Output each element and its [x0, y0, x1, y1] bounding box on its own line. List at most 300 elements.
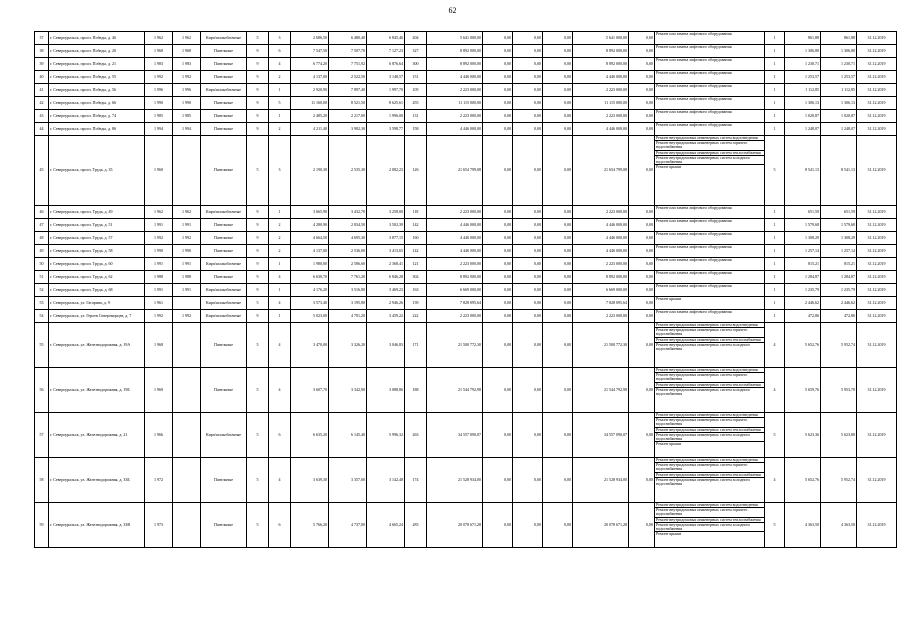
residential-area-cell: 4 665,24 — [367, 503, 405, 548]
work-type-item: Ремонт внутридомовых инженерных систем теплоснабжения — [655, 428, 764, 433]
deadline-cell: 31.12.2019 — [857, 310, 897, 323]
federal-funds-cell: 0,00 — [483, 110, 513, 123]
local-funds-cell: 0,00 — [543, 219, 573, 232]
work-type-item: Ремонт или замена лифтового оборудования — [656, 283, 732, 288]
address-cell: г. Североуральск, просп. Победы, д. 74 — [49, 110, 145, 123]
address-cell: г. Североуральск, просп. Труда, д. 49 — [49, 206, 145, 219]
total-cost-cell: 2 223 000,00 — [427, 258, 483, 271]
federal-funds-cell: 0,00 — [483, 123, 513, 136]
owner-funds-cell: 11 115 000,00 — [573, 97, 629, 110]
local-funds-cell: 0,00 — [543, 45, 573, 58]
residents-cell: 158 — [405, 123, 427, 136]
other-funds-cell: 0,00 — [629, 84, 655, 97]
floors-cell: 9 — [247, 258, 269, 271]
residential-area-cell: 3 502,39 — [367, 219, 405, 232]
residents-cell: 151 — [405, 71, 427, 84]
wall-material-cell: Панельные — [201, 219, 247, 232]
entrances-cell: 6 — [269, 503, 291, 548]
floors-cell: 5 — [247, 32, 269, 45]
total-area-cell: 1 980,00 — [291, 258, 329, 271]
address-cell: г. Североуральск, просп. Победы, д. 21 — [49, 58, 145, 71]
address-cell: г. Североуральск, просп. Победы, д. 4б — [49, 32, 145, 45]
total-area-cell: 11 160,00 — [291, 97, 329, 110]
federal-funds-cell: 0,00 — [483, 32, 513, 45]
work-type-item: Ремонт внутридомовых инженерных систем водоотведения — [655, 413, 764, 418]
regional-funds-cell: 0,00 — [513, 45, 543, 58]
federal-funds-cell: 0,00 — [483, 458, 513, 503]
address-cell: г. Североуральск, ул. Железнодорожная, д. 33В — [49, 503, 145, 548]
year-commissioned-cell: 1 962 — [173, 32, 201, 45]
works-cell — [655, 45, 765, 58]
owner-funds-cell: 4 446 000,00 — [573, 71, 629, 84]
work-type-item: Ремонт внутридомовых инженерных систем теплоснабжения — [655, 338, 764, 343]
works-count-cell: 1 — [765, 297, 785, 310]
table-row — [35, 271, 897, 284]
other-funds-cell: 0,00 — [629, 206, 655, 219]
deadline-cell: 31.12.2019 — [857, 413, 897, 458]
wall-material-cell: Панельные — [201, 245, 247, 258]
works-cell — [655, 97, 765, 110]
entrances-cell: 6 — [269, 45, 291, 58]
residents-cell: 121 — [405, 258, 427, 271]
works-cell — [655, 110, 765, 123]
local-funds-cell: 0,00 — [543, 413, 573, 458]
floors-cell: 9 — [247, 271, 269, 284]
year-commissioned-cell — [173, 368, 201, 413]
total-area-cell: 3 607,70 — [291, 368, 329, 413]
total-area-cell: 6 774,20 — [291, 58, 329, 71]
work-type-item: Ремонт внутридомовых инженерных систем теплоснабжения — [655, 518, 764, 523]
table-row — [35, 84, 897, 97]
total-area-cell: 6 635,20 — [291, 413, 329, 458]
entrances-cell: 2 — [269, 123, 291, 136]
total-area-cell: 5 023,00 — [291, 310, 329, 323]
federal-funds-cell: 0,00 — [483, 219, 513, 232]
row-number: 55 — [35, 323, 49, 368]
work-type-item: Ремонт крыши — [656, 296, 682, 301]
year-built-cell: 1 966 — [145, 413, 173, 458]
works-count-cell: 5 — [765, 413, 785, 458]
table-row — [35, 503, 897, 548]
living-area-cell: 3 326,20 — [329, 323, 367, 368]
max-unit-cost-cell: 5 952,74 — [821, 458, 857, 503]
max-unit-cost-cell: 651,59 — [821, 206, 857, 219]
total-area-cell: 2 920,90 — [291, 84, 329, 97]
federal-funds-cell: 0,00 — [483, 232, 513, 245]
wall-material-cell: Кирп/шлакоблочные — [201, 258, 247, 271]
residential-area-cell: 6 876,64 — [367, 58, 405, 71]
row-number: 41 — [35, 84, 49, 97]
residents-cell: 283 — [405, 503, 427, 548]
total-cost-cell: 7 828 095,64 — [427, 297, 483, 310]
regional-funds-cell: 0,00 — [513, 71, 543, 84]
work-type-item: Ремонт или замена лифтового оборудования — [656, 44, 732, 49]
entrances-cell: 3 — [269, 32, 291, 45]
entrances-cell: 6 — [269, 413, 291, 458]
total-area-cell: 6 630,70 — [291, 271, 329, 284]
owner-funds-cell: 8 892 000,00 — [573, 45, 629, 58]
entrances-cell: 4 — [269, 368, 291, 413]
year-built-cell: 1 996 — [145, 84, 173, 97]
year-commissioned-cell: 1 991 — [173, 219, 201, 232]
table-row — [35, 413, 897, 458]
local-funds-cell: 0,00 — [543, 310, 573, 323]
max-unit-cost-cell: 5 952,74 — [821, 323, 857, 368]
federal-funds-cell: 0,00 — [483, 245, 513, 258]
works-cell — [655, 297, 765, 310]
deadline-cell: 31.12.2019 — [857, 45, 897, 58]
regional-funds-cell: 0,00 — [513, 297, 543, 310]
residents-cell: 188 — [405, 368, 427, 413]
regional-funds-cell: 0,00 — [513, 84, 543, 97]
works-cell — [655, 232, 765, 245]
row-number: 57 — [35, 413, 49, 458]
entrances-cell: 1 — [269, 284, 291, 297]
max-unit-cost-cell: 1 308,29 — [821, 232, 857, 245]
max-unit-cost-cell: 5 953,70 — [821, 368, 857, 413]
local-funds-cell: 0,00 — [543, 271, 573, 284]
address-cell: г. Североуральск, просп. Труда, д. 51 — [49, 219, 145, 232]
address-cell: г. Североуральск, просп. Победы, д. 56 — [49, 84, 145, 97]
work-type-item: Ремонт внутридомовых инженерных систем горячего водоснабжения — [655, 328, 764, 337]
row-number: 47 — [35, 219, 49, 232]
total-cost-cell: 11 115 000,00 — [427, 97, 483, 110]
total-cost-cell: 20 078 671,28 — [427, 503, 483, 548]
year-built-cell: 1 991 — [145, 284, 173, 297]
residents-cell: 126 — [405, 136, 427, 206]
floors-cell: 9 — [247, 310, 269, 323]
owner-funds-cell: 2 223 000,00 — [573, 110, 629, 123]
residents-cell: 302 — [405, 271, 427, 284]
table-row — [35, 458, 897, 503]
floors-cell: 5 — [247, 413, 269, 458]
max-unit-cost-cell: 1 579,68 — [821, 219, 857, 232]
work-type-item: Ремонт внутридомовых инженерных систем водоотведения — [655, 458, 764, 463]
year-commissioned-cell: 1 983 — [173, 58, 201, 71]
floors-cell: 9 — [247, 58, 269, 71]
works-count-cell: 1 — [765, 97, 785, 110]
table-body — [35, 32, 897, 548]
table-row — [35, 232, 897, 245]
other-funds-cell: 0,00 — [629, 323, 655, 368]
unit-cost-cell: 1 308,29 — [785, 232, 821, 245]
owner-funds-cell: 4 446 000,00 — [573, 123, 629, 136]
regional-funds-cell: 0,00 — [513, 232, 543, 245]
row-number: 44 — [35, 123, 49, 136]
residential-area-cell: 3 459,22 — [367, 310, 405, 323]
year-built-cell: 1 988 — [145, 271, 173, 284]
year-built-cell: 1 972 — [145, 458, 173, 503]
works-count-cell: 1 — [765, 58, 785, 71]
other-funds-cell: 0,00 — [629, 258, 655, 271]
year-built-cell: 1 962 — [145, 206, 173, 219]
work-type-item: Ремонт крыши — [656, 531, 682, 537]
unit-cost-cell: 2 446,62 — [785, 297, 821, 310]
regional-funds-cell: 0,00 — [513, 58, 543, 71]
wall-material-cell: Кирп/шлакоблочные — [201, 284, 247, 297]
wall-material-cell: Кирп/шлакоблочные — [201, 206, 247, 219]
max-unit-cost-cell: 2 446,62 — [821, 297, 857, 310]
local-funds-cell: 0,00 — [543, 503, 573, 548]
table-row — [35, 258, 897, 271]
work-type-item: Ремонт внутридомовых инженерных систем горячего водоснабжения — [655, 141, 764, 150]
federal-funds-cell: 0,00 — [483, 258, 513, 271]
work-type-item: Ремонт или замена лифтового оборудования — [656, 70, 732, 75]
wall-material-cell: Панельные — [201, 232, 247, 245]
address-cell: г. Североуральск, ул. Героев Североморцев, д. 7 — [49, 310, 145, 323]
year-commissioned-cell: 1 985 — [173, 110, 201, 123]
living-area-cell: 8 521,50 — [329, 97, 367, 110]
residents-cell: 174 — [405, 458, 427, 503]
work-type-item: Ремонт внутридомовых инженерных систем теплоснабжения — [655, 473, 764, 478]
residents-cell: 222 — [405, 310, 427, 323]
max-unit-cost-cell: 4 363,50 — [821, 503, 857, 548]
living-area-cell: 2 217,00 — [329, 110, 367, 123]
row-number: 39 — [35, 58, 49, 71]
address-cell: г. Североуральск, ул. Железнодорожная, д. 33Б — [49, 458, 145, 503]
total-cost-cell: 4 446 000,00 — [427, 219, 483, 232]
floors-cell: 9 — [247, 284, 269, 297]
deadline-cell: 31.12.2019 — [857, 232, 897, 245]
regional-funds-cell: 0,00 — [513, 97, 543, 110]
unit-cost-cell: 1 306,13 — [785, 97, 821, 110]
unit-cost-cell: 1 306,80 — [785, 45, 821, 58]
living-area-cell: 4 695,30 — [329, 232, 367, 245]
living-area-cell: 3 357,00 — [329, 458, 367, 503]
floors-cell: 9 — [247, 110, 269, 123]
floors-cell: 5 — [247, 368, 269, 413]
table-row — [35, 110, 897, 123]
max-unit-cost-cell: 472,86 — [821, 310, 857, 323]
total-area-cell: 4 176,20 — [291, 284, 329, 297]
wall-material-cell: Панельные — [201, 45, 247, 58]
local-funds-cell: 0,00 — [543, 206, 573, 219]
local-funds-cell: 0,00 — [543, 368, 573, 413]
year-built-cell: 1 990 — [145, 97, 173, 110]
owner-funds-cell: 6 669 000,00 — [573, 284, 629, 297]
wall-material-cell: Панельные — [201, 323, 247, 368]
works-cell — [655, 323, 765, 368]
year-commissioned-cell: 1 996 — [173, 84, 201, 97]
owner-funds-cell: 4 446 000,00 — [573, 232, 629, 245]
federal-funds-cell: 0,00 — [483, 71, 513, 84]
work-type-item: Ремонт внутридомовых инженерных систем холодного водоснабжения — [656, 476, 751, 487]
floors-cell: 9 — [247, 97, 269, 110]
table-row — [35, 310, 897, 323]
residential-area-cell: 2 946,26 — [367, 297, 405, 310]
year-built-cell: 1 968 — [145, 323, 173, 368]
owner-funds-cell: 2 223 000,00 — [573, 310, 629, 323]
works-count-cell: 1 — [765, 232, 785, 245]
unit-cost-cell: 1 253,57 — [785, 71, 821, 84]
works-count-cell: 1 — [765, 84, 785, 97]
deadline-cell: 31.12.2019 — [857, 219, 897, 232]
unit-cost-cell: 5 652,76 — [785, 458, 821, 503]
works-count-cell: 1 — [765, 271, 785, 284]
work-type-item: Ремонт внутридомовых инженерных систем теплоснабжения — [655, 383, 764, 388]
other-funds-cell: 0,00 — [629, 32, 655, 45]
row-number: 56 — [35, 368, 49, 413]
regional-funds-cell: 0,00 — [513, 258, 543, 271]
entrances-cell: 1 — [269, 84, 291, 97]
total-area-cell: 2 686,50 — [291, 32, 329, 45]
works-cell — [655, 206, 765, 219]
wall-material-cell: Панельные — [201, 271, 247, 284]
address-cell: г. Североуральск, просп. Победы, д. 55 — [49, 71, 145, 84]
unit-cost-cell: 5 652,76 — [785, 323, 821, 368]
entrances-cell: 4 — [269, 297, 291, 310]
deadline-cell: 31.12.2019 — [857, 368, 897, 413]
deadline-cell: 31.12.2019 — [857, 110, 897, 123]
max-unit-cost-cell: 1 306,80 — [821, 45, 857, 58]
table-row — [35, 245, 897, 258]
total-cost-cell: 21 500 772,30 — [427, 323, 483, 368]
unit-cost-cell: 5 623,36 — [785, 413, 821, 458]
address-cell: г. Североуральск, ул. Железнодорожная, д. 19Б — [49, 368, 145, 413]
entrances-cell: 2 — [269, 71, 291, 84]
address-cell: г. Североуральск, ул. Железнодорожная, д. 19А — [49, 323, 145, 368]
other-funds-cell: 0,00 — [629, 136, 655, 206]
address-cell: г. Североуральск, просп. Победы, д. 86 — [49, 123, 145, 136]
entrances-cell: 4 — [269, 271, 291, 284]
row-number: 45 — [35, 136, 49, 206]
total-area-cell: 4 211,40 — [291, 123, 329, 136]
entrances-cell: 2 — [269, 245, 291, 258]
total-area-cell: 3 639,30 — [291, 458, 329, 503]
total-cost-cell: 5 641 000,00 — [427, 32, 483, 45]
floors-cell: 9 — [247, 45, 269, 58]
row-number: 42 — [35, 97, 49, 110]
unit-cost-cell: 8 541,13 — [785, 136, 821, 206]
work-type-item: Ремонт внутридомовых инженерных систем горячего водоснабжения — [655, 463, 764, 472]
works-cell — [655, 219, 765, 232]
max-unit-cost-cell: 815,21 — [821, 258, 857, 271]
works-count-cell: 1 — [765, 71, 785, 84]
deadline-cell: 31.12.2019 — [857, 84, 897, 97]
other-funds-cell: 0,00 — [629, 310, 655, 323]
regional-funds-cell: 0,00 — [513, 245, 543, 258]
total-cost-cell: 2 223 000,00 — [427, 310, 483, 323]
table-row — [35, 368, 897, 413]
year-built-cell: 1 990 — [145, 245, 173, 258]
residential-area-cell: 3 877,15 — [367, 232, 405, 245]
table-row — [35, 136, 897, 206]
other-funds-cell: 0,00 — [629, 245, 655, 258]
owner-funds-cell: 4 446 000,00 — [573, 245, 629, 258]
federal-funds-cell: 0,00 — [483, 368, 513, 413]
works-count-cell: 4 — [765, 323, 785, 368]
entrances-cell: 1 — [269, 258, 291, 271]
owner-funds-cell: 2 223 000,00 — [573, 206, 629, 219]
other-funds-cell: 0,00 — [629, 123, 655, 136]
works-cell — [655, 32, 765, 45]
deadline-cell: 31.12.2019 — [857, 32, 897, 45]
living-area-cell: 2 536,00 — [329, 245, 367, 258]
max-unit-cost-cell: 1 257,14 — [821, 245, 857, 258]
works-cell — [655, 258, 765, 271]
residents-cell: 455 — [405, 97, 427, 110]
address-cell: г. Североуральск, просп. Труда, д. 60 — [49, 258, 145, 271]
max-unit-cost-cell: 1 248,07 — [821, 123, 857, 136]
regional-funds-cell: 0,00 — [513, 503, 543, 548]
owner-funds-cell: 21 654 799,08 — [573, 136, 629, 206]
address-cell: г. Североуральск, ул. Железнодорожная, д. 21 — [49, 413, 145, 458]
table-row — [35, 123, 897, 136]
total-cost-cell: 6 669 000,00 — [427, 284, 483, 297]
work-type-item: Ремонт внутридомовых инженерных систем холодного водоснабжения — [655, 523, 764, 532]
works-cell — [655, 310, 765, 323]
deadline-cell: 31.12.2019 — [857, 97, 897, 110]
work-type-item: Ремонт или замена лифтового оборудования — [656, 244, 732, 249]
federal-funds-cell: 0,00 — [483, 45, 513, 58]
local-funds-cell: 0,00 — [543, 323, 573, 368]
owner-funds-cell: 5 641 000,00 — [573, 32, 629, 45]
deadline-cell: 31.12.2019 — [857, 503, 897, 548]
local-funds-cell: 0,00 — [543, 258, 573, 271]
work-type-item: Ремонт внутридомовых инженерных систем водоотведения — [655, 136, 764, 141]
residential-area-cell: 3 598,77 — [367, 123, 405, 136]
federal-funds-cell: 0,00 — [483, 136, 513, 206]
unit-cost-cell: 1 284,87 — [785, 271, 821, 284]
year-commissioned-cell: 1 968 — [173, 45, 201, 58]
wall-material-cell: Панельные — [201, 503, 247, 548]
max-unit-cost-cell: 1 112,85 — [821, 84, 857, 97]
wall-material-cell: Панельные — [201, 110, 247, 123]
floors-cell: 9 — [247, 219, 269, 232]
works-count-cell: 4 — [765, 368, 785, 413]
residents-cell: 204 — [405, 32, 427, 45]
other-funds-cell: 0,00 — [629, 503, 655, 548]
federal-funds-cell: 0,00 — [483, 271, 513, 284]
regional-funds-cell: 0,00 — [513, 123, 543, 136]
living-area-cell: 6 480,40 — [329, 32, 367, 45]
work-type-item: Ремонт или замена лифтового оборудования — [656, 309, 732, 314]
deadline-cell: 31.12.2019 — [857, 206, 897, 219]
other-funds-cell: 0,00 — [629, 297, 655, 310]
floors-cell: 5 — [247, 458, 269, 503]
works-count-cell: 5 — [765, 503, 785, 548]
address-cell: г. Североуральск, просп. Труда, д. 35 — [49, 136, 145, 206]
work-type-item: Ремонт внутридомовых инженерных систем холодного водоснабжения — [656, 386, 751, 397]
year-commissioned-cell: 1 962 — [173, 206, 201, 219]
other-funds-cell: 0,00 — [629, 219, 655, 232]
residential-area-cell: 3 148,57 — [367, 71, 405, 84]
floors-cell: 5 — [247, 323, 269, 368]
work-type-item: Ремонт или замена лифтового оборудования — [656, 96, 732, 101]
living-area-cell: 4 737,00 — [329, 503, 367, 548]
residents-cell: 163 — [405, 284, 427, 297]
work-type-item: Ремонт внутридомовых инженерных систем водоотведения — [655, 323, 764, 328]
works-count-cell: 1 — [765, 123, 785, 136]
works-cell — [655, 58, 765, 71]
address-cell: г. Североуральск, ул. Гагарина, д. 9 — [49, 297, 145, 310]
max-unit-cost-cell: 1 020,87 — [821, 110, 857, 123]
total-cost-cell: 4 446 000,00 — [427, 232, 483, 245]
owner-funds-cell: 20 078 671,28 — [573, 503, 629, 548]
total-cost-cell: 8 892 000,00 — [427, 271, 483, 284]
table-row — [35, 45, 897, 58]
living-area-cell: 2 834,50 — [329, 219, 367, 232]
row-number: 38 — [35, 45, 49, 58]
year-commissioned-cell — [173, 136, 201, 206]
residents-cell: 139 — [405, 297, 427, 310]
row-number: 58 — [35, 458, 49, 503]
residents-cell: 263 — [405, 413, 427, 458]
residents-cell: 118 — [405, 206, 427, 219]
residents-cell: 160 — [405, 232, 427, 245]
table-row — [35, 97, 897, 110]
wall-material-cell: Кирп/шлакоблочные — [201, 297, 247, 310]
